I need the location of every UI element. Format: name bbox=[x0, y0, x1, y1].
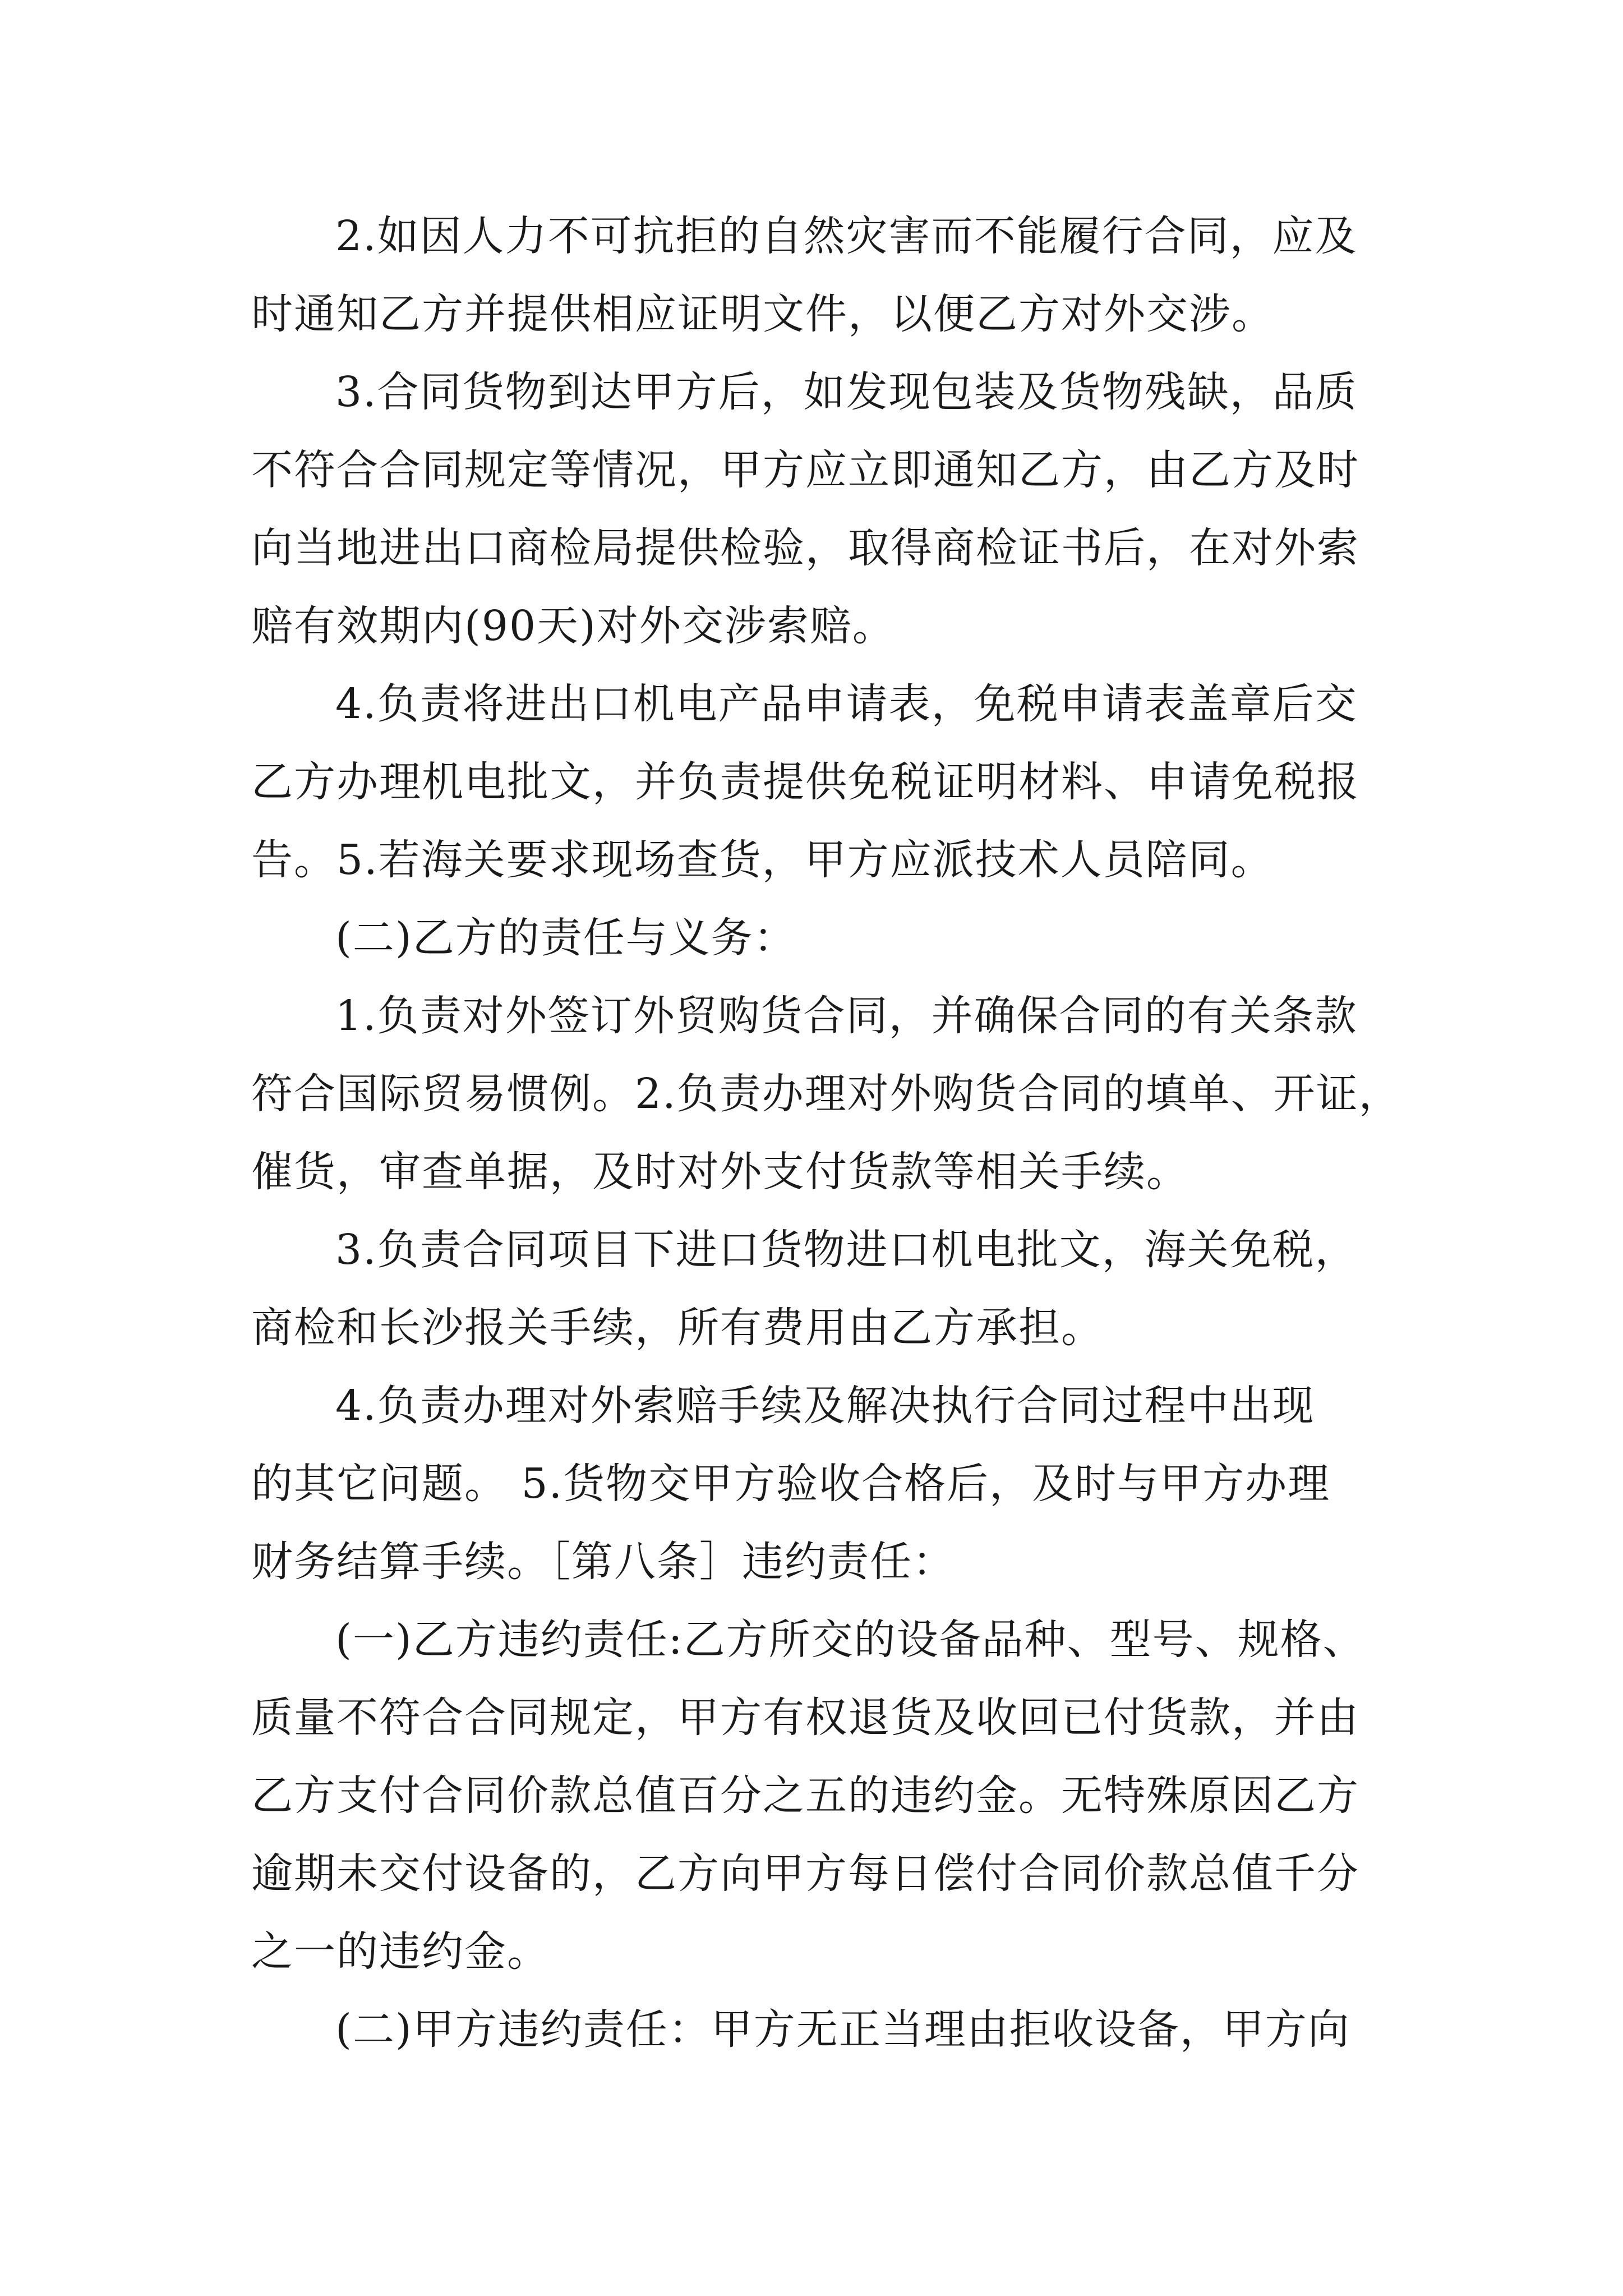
text-line: 乙方支付合同价款总值百分之五的违约金。无特殊原因乙方 bbox=[251, 1772, 1359, 1820]
text-line: 3.合同货物到达甲方后，如发现包装及货物残缺，品质 bbox=[335, 368, 1358, 416]
text-line: 逾期未交付设备的，乙方向甲方每日偿付合同价款总值千分 bbox=[251, 1849, 1359, 1898]
text-line: 4.负责办理对外索赔手续及解决执行合同过程中出现 bbox=[335, 1382, 1315, 1430]
text-line: 符合国际贸易惯例。2.负责办理对外购货合同的填单、开证， bbox=[251, 1070, 1401, 1118]
text-line: 1.负责对外签订外贸购货合同，并确保合同的有关条款 bbox=[335, 992, 1358, 1040]
text-line: 的其它问题。 5.货物交甲方验收合格后，及时与甲方办理 bbox=[251, 1460, 1331, 1508]
text-line: 之一的违约金。 bbox=[251, 1927, 550, 1976]
text-line: 2.如因人力不可抗拒的自然灾害而不能履行合同，应及 bbox=[335, 212, 1358, 260]
text-line: 催货，审查单据，及时对外支付货款等相关手续。 bbox=[251, 1148, 1189, 1196]
text-line: 3.负责合同项目下进口货物进口机电批文，海关免税， bbox=[335, 1226, 1358, 1274]
text-line: 4.负责将进出口机电产品申请表，免税申请表盖章后交 bbox=[335, 680, 1358, 728]
text-line: (一)乙方违约责任:乙方所交的设备品种、型号、规格、 bbox=[335, 1616, 1366, 1664]
text-line: 不符合合同规定等情况，甲方应立即通知乙方，由乙方及时 bbox=[251, 446, 1359, 494]
text-line: 质量不符合合同规定，甲方有权退货及收回已付货款，并由 bbox=[251, 1694, 1359, 1742]
text-line: 商检和长沙报关手续，所有费用由乙方承担。 bbox=[251, 1304, 1104, 1352]
text-line: 时通知乙方并提供相应证明文件，以便乙方对外交涉。 bbox=[251, 290, 1274, 338]
contract-body bbox=[251, 197, 1401, 2069]
text-line: 乙方办理机电批文，并负责提供免税证明材料、申请免税报 bbox=[251, 758, 1359, 806]
text-line: 告。5.若海关要求现场查货，甲方应派技术人员陪同。 bbox=[251, 836, 1274, 884]
text-line: 向当地进出口商检局提供检验，取得商检证书后，在对外索 bbox=[251, 524, 1359, 572]
text-line: (二)甲方违约责任：甲方无正当理由拒收设备，甲方向 bbox=[335, 2005, 1350, 2054]
text-line: 赔有效期内(90天)对外交涉索赔。 bbox=[251, 602, 895, 650]
section-heading: (二)乙方的责任与义务： bbox=[335, 914, 796, 962]
text-line: 财务结算手续。［第八条］违约责任： bbox=[251, 1538, 955, 1586]
